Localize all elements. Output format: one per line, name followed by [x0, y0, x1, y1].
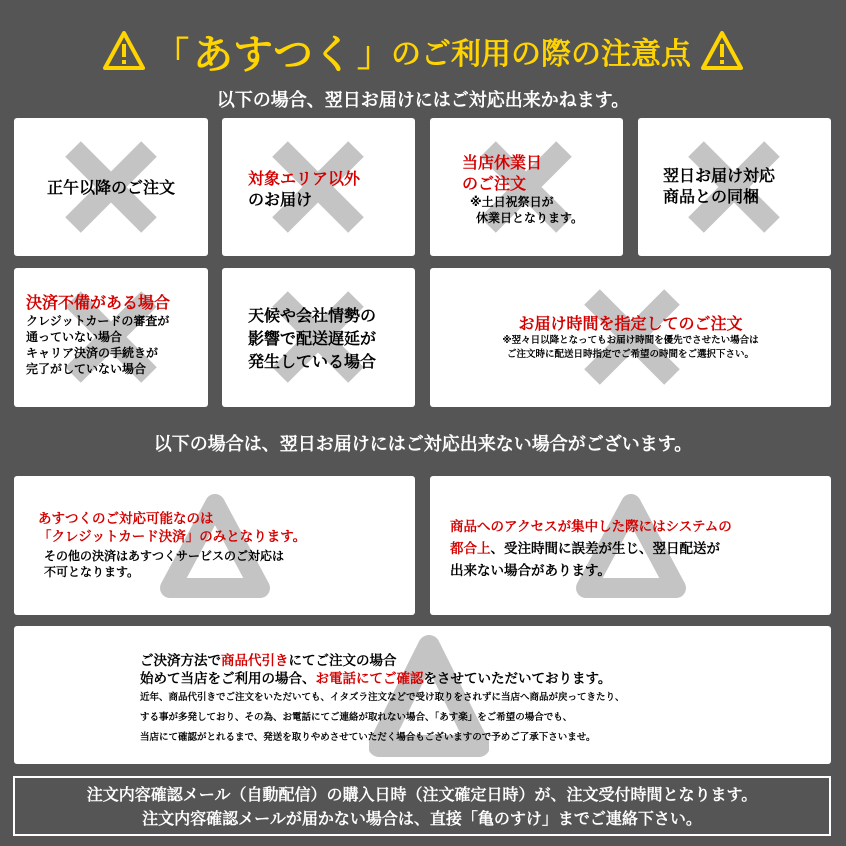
card-time-specified: [430, 268, 831, 407]
footer-notice: [13, 776, 831, 836]
card-system-congestion: [430, 476, 831, 615]
card-text: ご決済方法で商品代引きにてご注文の場合 始めて当店をご利用の場合、お電話にてご確認をさせていただいております。 近年、商品代引きでご注文をいただいても、イタズラ注文などで受け取りをされずに当店へ商品が戻ってきたり、 する事が多発しており、その為、お電話にてご連絡が取れない場合、「あす楽」をご希望の場合でも、 当店にて確認がとれるまで、発送を取りやめさせていただく場合もございますので予めご了承下さいませ。: [140, 653, 625, 743]
section1-heading: 以下の場合、翌日お届けにはご対応出来かねます。: [216, 90, 630, 111]
card-text: お届け時間を指定してのご注文 ※翌々日以降となってもお届け時間を優先でさせたい場合は ご注文時に配送日時指定でご希望の時間をご選択下さい。: [502, 314, 759, 360]
card-mixed-items: [638, 118, 831, 256]
footer-line: 注文内容確認メール（自動配信）の購入日時（注文確定日時）が、注文受付時間となります。: [86, 785, 758, 804]
card-text: 翌日お届け対応 商品との同梱: [663, 166, 776, 206]
card-text: 決済不備がある場合 クレジットカードの審査が 通っていない場合 キャリア決済の手続きが 完了がしていない場合: [26, 293, 171, 376]
card-text: 当店休業日 のご注文 ※土日祝祭日が 休業日となります。: [462, 153, 584, 225]
card-weather-delay: [222, 268, 415, 407]
card-payment-issue: [14, 268, 208, 407]
title-bracket-close: 」: [357, 34, 391, 75]
card-credit-only: [14, 476, 415, 615]
card-outside-area: [222, 118, 415, 256]
card-text: 対象エリア以外 のお届け: [248, 169, 361, 209]
footer-line: 注文内容確認メールが届かない場合は、直接「亀のすけ」までご連絡下さい。: [142, 809, 702, 828]
card-text: 天候や会社情勢の 影響で配送遅延が 発生している場合: [248, 306, 377, 371]
page-header: [0, 22, 846, 80]
card-after-noon: [14, 118, 208, 256]
title-bracket-open: 「: [155, 34, 189, 75]
warning-triangle-icon: [103, 31, 145, 71]
warning-triangle-icon: [701, 31, 743, 71]
card-text: あすつくのご対応可能なのは 「クレジットカード決済」のみとなります。 その他の決済はあすつくサービスのご対応は 不可となります。: [38, 511, 307, 579]
card-text: 正午以降のご注文: [46, 178, 175, 197]
card-cod-notice: [14, 626, 831, 764]
title-main: あすつく: [193, 31, 353, 78]
card-holiday-order: [430, 118, 623, 256]
section2-heading: 以下の場合は、翌日お届けにはご対応出来ない場合がございます。: [153, 434, 693, 455]
title-rest: のご利用の際の注意点: [391, 37, 691, 72]
card-text: 商品へのアクセスが集中した際にはシステムの 都合上、受注時間に誤差が生じ、翌日配送が 出来ない場合があります。: [450, 519, 732, 579]
